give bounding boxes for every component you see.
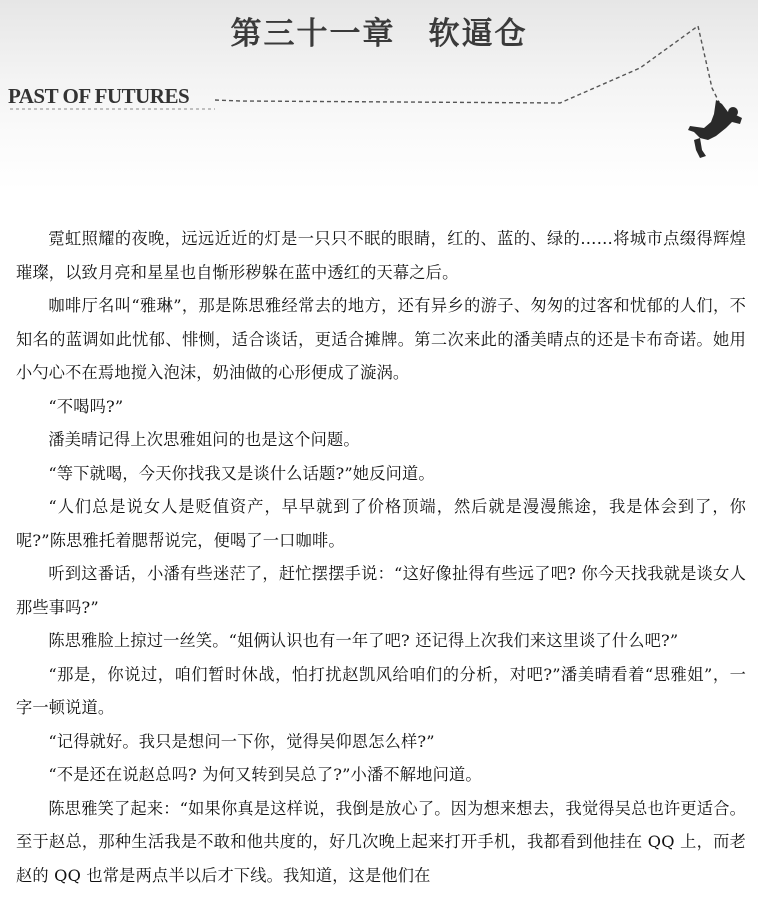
chapter-title: 第三十一章 软逼仓 xyxy=(230,16,528,52)
paragraph-10: “记得就好。我只是想问一下你，觉得吴仰恩怎么样?” xyxy=(48,731,435,751)
paragraph-2: 咖啡厅名叫“雅琳”，那是陈思雅经常去的地方，还有异乡的游子、匆匆的过客和忧郁的人们，不知名的蓝调如此忧郁、悱恻，适合谈话，更适合摊牌。第二次来此的潘美晴点的还是卡布奇诺。她用小勺心不在焉地搅入泡沫，奶油做的心形便成了漩涡。 xyxy=(16,296,746,382)
paragraph-6: “人们总是说女人是贬值资产，早早就到了价格顶端，然后就是漫漫熊途，我是体会到了，你呢?”陈思雅托着腮帮说完，便喝了一口咖啡。 xyxy=(16,497,746,550)
chapter-body xyxy=(16,222,746,892)
paragraph-5: “等下就喝，今天你找我又是谈什么话题?”她反问道。 xyxy=(48,463,435,483)
climber-icon xyxy=(688,100,742,158)
paragraph-1: 霓虹照耀的夜晚，远远近近的灯是一只只不眠的眼睛，红的、蓝的、绿的……将城市点缀得辉煌璀璨，以致月亮和星星也自惭形秽躲在蓝中透红的天幕之后。 xyxy=(16,229,746,282)
paragraph-3: “不喝吗?” xyxy=(48,396,124,416)
paragraph-8: 陈思雅脸上掠过一丝笑。“姐俩认识也有一年了吧? 还记得上次我们来这里谈了什么吧?” xyxy=(48,631,679,650)
paragraph-9: “那是，你说过，咱们暂时休战，怕打扰赵凯风给咱们的分析，对吧?”潘美晴看着“思雅姐”，一字一顿说道。 xyxy=(16,664,746,717)
paragraph-7: 听到这番话，小潘有些迷茫了，赶忙摆摆手说：“这好像扯得有些远了吧? 你今天找我就是谈女人那些事吗?” xyxy=(16,564,746,617)
paragraph-12: 陈思雅笑了起来：“如果你真是这样说，我倒是放心了。因为想来想去，我觉得吴总也许更适合。至于赵总，那种生活我是不敢和他共度的，好几次晚上起来打开手机，我都看到他挂在 QQ 上，而老赵的 QQ 也常是两点半以后才下线。我知道，这是他们在 xyxy=(16,798,746,885)
series-label: PAST OF FUTURES xyxy=(8,84,190,108)
paragraph-11: “不是还在说赵总吗? 为何又转到吴总了?”小潘不解地问道。 xyxy=(48,765,482,784)
paragraph-4: 潘美晴记得上次思雅姐问的也是这个问题。 xyxy=(48,430,360,449)
